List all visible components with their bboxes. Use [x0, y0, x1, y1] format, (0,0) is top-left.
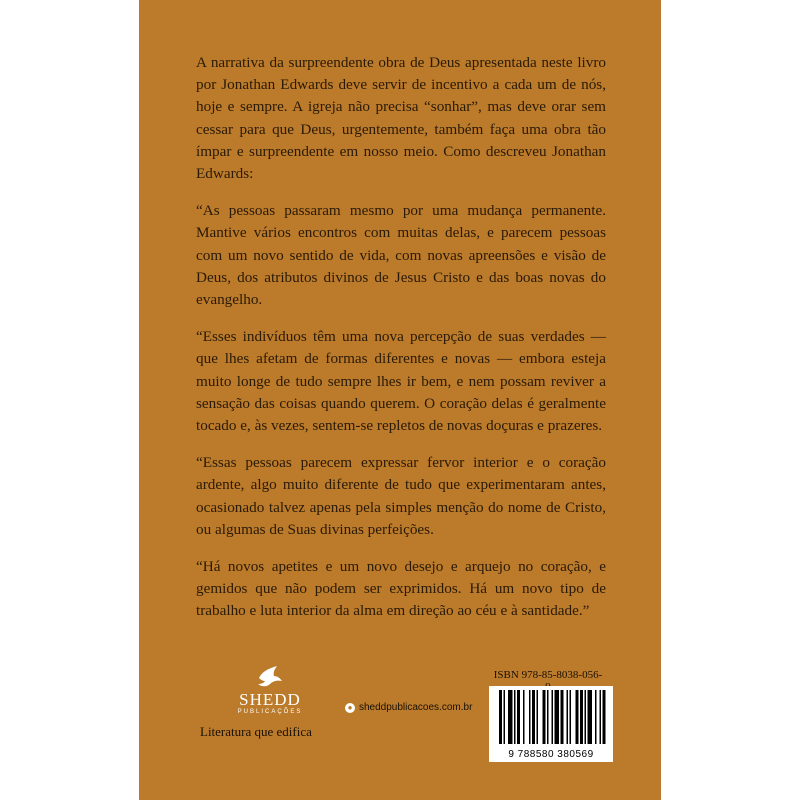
- barcode-digits: 9 788580 380569: [508, 749, 594, 760]
- blurb-paragraph-1: A narrativa da surpreendente obra de Deus apresentada neste livro por Jonathan Edwards deve servir de incentivo a cada um de nós, hoje e sempre. A igreja não precisa “sonhar”, mas deve orar sem cessar para que Deus, urgentemente, também faça uma obra tão ímpar e surpreendente em nosso meio. Como descreveu Jonathan Edwards:: [196, 54, 606, 183]
- barcode-bar: [580, 690, 583, 744]
- publisher-website: [345, 702, 472, 713]
- barcode-bar: [603, 690, 606, 744]
- isbn-label: ISBN 978-85-8038-056-: [493, 669, 603, 681]
- website-text: sheddpublicacoes.com.br: [359, 702, 473, 713]
- barcode-bar: [517, 690, 520, 744]
- blurb-paragraph-5: “Há novos apetites e um novo desejo e arquejo no coração, e gemidos que não podem ser exprimidos. Há um novo tipo de trabalho e luta interior da alma em direção ao céu e à santidade.”: [196, 558, 606, 620]
- publisher-name: SHEDD: [239, 690, 301, 709]
- barcode-bars: [489, 686, 613, 748]
- barcode-bar: [508, 690, 513, 744]
- barcode-bar: [595, 690, 597, 744]
- publisher-subtitle: PUBLICAÇÕES: [237, 709, 303, 715]
- barcode-bar: [499, 690, 502, 744]
- barcode-bar: [504, 690, 506, 744]
- publisher-tagline: Literatura que edifica: [200, 724, 312, 739]
- barcode-bar: [552, 690, 554, 744]
- barcode-bar: [547, 690, 549, 744]
- barcode-bar: [561, 690, 564, 744]
- barcode-bar: [600, 690, 602, 744]
- barcode-bar: [523, 690, 525, 744]
- barcode-bar: [576, 690, 579, 744]
- barcode-bar: [532, 690, 535, 744]
- blurb-paragraph-3: “Esses indivíduos têm uma nova percepção de suas verdades — que lhes afetam de formas diferentes e novas — embora esteja muito longe de tudo sempre lhes ir bem, e nem possam reviver a sensação das coisas quando querem. O coração delas é geralmente tocado e, às vezes, sentem-se repletos de novas doçuras e prazeres.: [196, 328, 606, 435]
- globe-icon: ●: [345, 703, 355, 713]
- barcode-bar: [543, 690, 546, 744]
- isbn-barcode: [489, 686, 613, 762]
- barcode-bar: [555, 690, 560, 744]
- barcode-bar: [537, 690, 539, 744]
- back-cover-blurb: [196, 52, 606, 638]
- barcode-bar: [570, 690, 572, 744]
- barcode-bar: [514, 690, 516, 744]
- blurb-paragraph-2: “As pessoas passaram mesmo por uma mudança permanente. Mantive vários encontros com muitas delas, e parecem pessoas com um novo sentido de vida, com novas apreensões e visão de Deus, dos atributos divinos de Jesus Cristo e das boas novas do evangelho.: [196, 202, 606, 309]
- publisher-logo: [230, 664, 310, 716]
- barcode-bar: [567, 690, 569, 744]
- bird-logo-icon: [255, 664, 285, 690]
- barcode-bar: [529, 690, 531, 744]
- blurb-paragraph-4: “Essas pessoas parecem expressar fervor interior e o coração ardente, algo muito diferente de tudo que experimentaram antes, ocasionado talvez apenas pela simples menção do nome de Cristo, ou algumas de Suas divinas perfeições.: [196, 454, 606, 538]
- barcode-bar: [585, 690, 587, 744]
- barcode-bar: [588, 690, 593, 744]
